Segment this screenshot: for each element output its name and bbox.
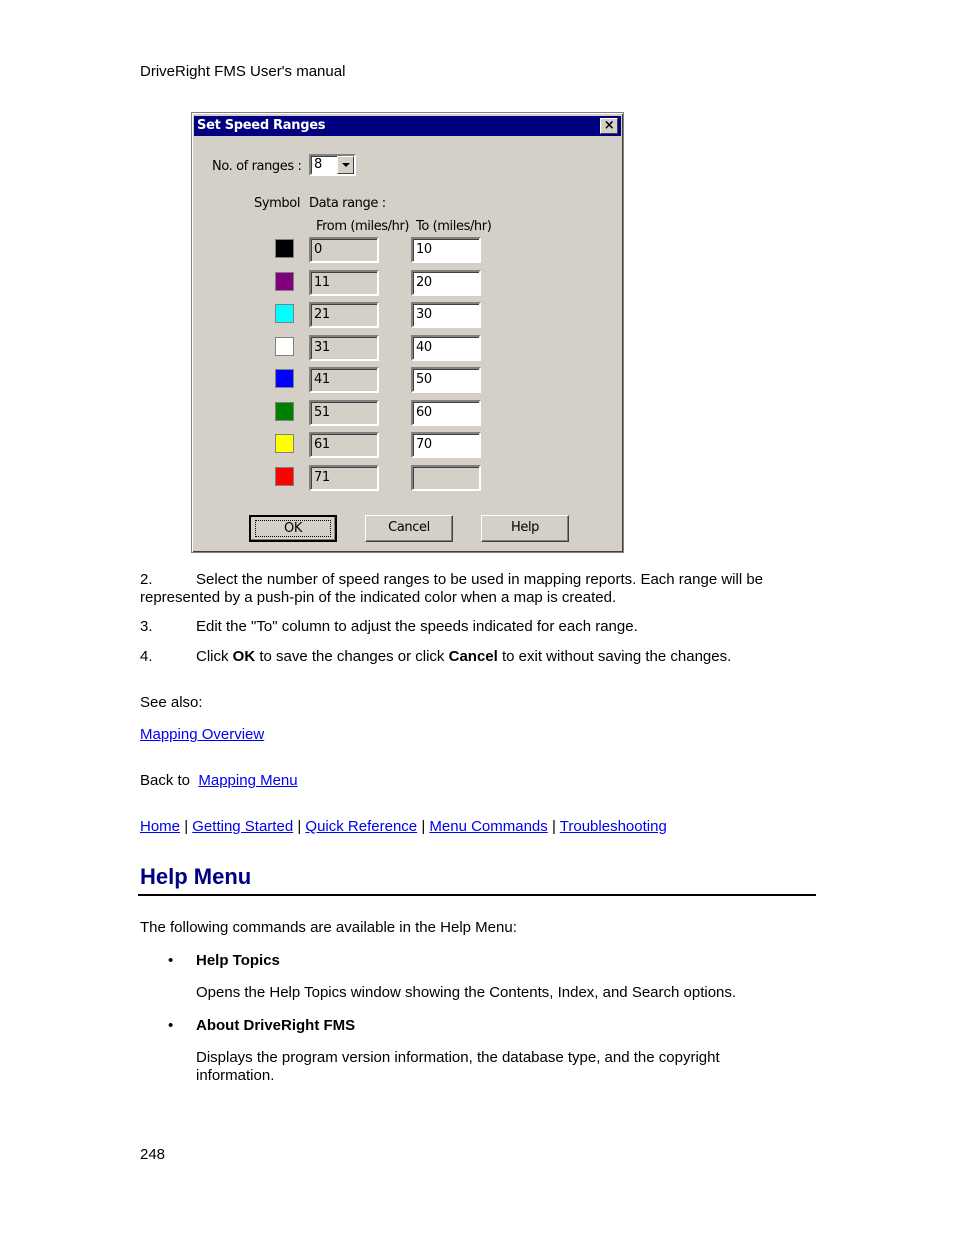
range-from-field: 11 bbox=[309, 270, 379, 296]
close-icon[interactable]: × bbox=[600, 118, 618, 134]
nav-links bbox=[140, 818, 820, 836]
range-from-field: 21 bbox=[309, 302, 379, 328]
bullet-icon: • bbox=[168, 952, 174, 969]
section-divider bbox=[138, 894, 816, 896]
nav-separator: | bbox=[297, 818, 302, 835]
cancel-button[interactable]: Cancel bbox=[365, 515, 453, 542]
range-color-swatch bbox=[275, 239, 294, 258]
range-from-field: 51 bbox=[309, 400, 379, 426]
nav-separator: | bbox=[184, 818, 189, 835]
dialog-titlebar bbox=[194, 116, 621, 136]
range-color-swatch bbox=[275, 304, 294, 323]
range-to-field[interactable]: 60 bbox=[411, 400, 481, 426]
quick-reference-link[interactable]: Quick Reference bbox=[305, 818, 418, 835]
to-column-label: To (miles/hr) bbox=[416, 219, 492, 234]
range-color-swatch bbox=[275, 369, 294, 388]
step-3 bbox=[140, 618, 820, 636]
range-to-field bbox=[411, 465, 481, 491]
bullet-icon: • bbox=[168, 1017, 174, 1034]
range-to-field[interactable]: 20 bbox=[411, 270, 481, 296]
range-to-field[interactable]: 10 bbox=[411, 237, 481, 263]
range-color-swatch bbox=[275, 402, 294, 421]
step-text: Edit the "To" column to adjust the speeds indicated for each range. bbox=[196, 618, 638, 635]
section-title: Help Menu bbox=[140, 864, 252, 889]
troubleshooting-link[interactable]: Troubleshooting bbox=[559, 818, 667, 835]
from-column-label: From (miles/hr) bbox=[316, 219, 410, 234]
help-topics-desc: Opens the Help Topics window showing the Contents, Index, and Search options. bbox=[196, 984, 737, 1001]
nav-separator: | bbox=[551, 818, 556, 835]
step-2 bbox=[140, 571, 820, 607]
symbol-label: Symbol bbox=[254, 196, 301, 211]
num-ranges-select[interactable] bbox=[309, 154, 356, 176]
menu-commands-link[interactable]: Menu Commands bbox=[429, 818, 548, 835]
range-from-field: 61 bbox=[309, 432, 379, 458]
chevron-down-icon[interactable] bbox=[337, 156, 354, 174]
data-range-label: Data range : bbox=[309, 196, 386, 211]
num-ranges-label: No. of ranges : bbox=[212, 159, 302, 174]
range-from-field: 71 bbox=[309, 465, 379, 491]
range-color-swatch bbox=[275, 272, 294, 291]
range-to-field[interactable]: 30 bbox=[411, 302, 481, 328]
range-from-field: 31 bbox=[309, 335, 379, 361]
range-to-field[interactable]: 40 bbox=[411, 335, 481, 361]
back-to-line bbox=[140, 772, 820, 790]
range-color-swatch bbox=[275, 467, 294, 486]
cancel-emphasis: Cancel bbox=[448, 648, 498, 665]
ok-button[interactable]: OK bbox=[249, 515, 337, 542]
num-ranges-value: 8 bbox=[314, 157, 322, 172]
see-also-label: See also: bbox=[140, 694, 203, 711]
page-number: 248 bbox=[140, 1146, 166, 1163]
range-color-swatch bbox=[275, 337, 294, 356]
back-to-label: Back to bbox=[140, 772, 191, 789]
range-to-field[interactable]: 70 bbox=[411, 432, 481, 458]
range-color-swatch bbox=[275, 434, 294, 453]
help-button[interactable]: Help bbox=[481, 515, 569, 542]
help-topics-title: Help Topics bbox=[196, 952, 280, 969]
about-desc: Displays the program version information, the database type, and the copyright information. bbox=[196, 1049, 720, 1084]
set-speed-ranges-dialog bbox=[191, 112, 624, 553]
step-number: 4. bbox=[140, 648, 153, 665]
range-from-field: 0 bbox=[309, 237, 379, 263]
range-to-field[interactable]: 50 bbox=[411, 367, 481, 393]
dialog-title: Set Speed Ranges bbox=[197, 118, 326, 133]
range-from-field: 41 bbox=[309, 367, 379, 393]
intro-text: The following commands are available in the Help Menu: bbox=[140, 919, 517, 936]
mapping-overview-link[interactable]: Mapping Overview bbox=[140, 726, 265, 743]
step-number: 2. bbox=[140, 571, 153, 588]
getting-started-link[interactable]: Getting Started bbox=[192, 818, 294, 835]
home-link[interactable]: Home bbox=[140, 818, 181, 835]
mapping-menu-link[interactable]: Mapping Menu bbox=[198, 772, 298, 789]
step-text: Select the number of speed ranges to be used in mapping reports. Each range will be represented by a push-pin of the indicated color when a map is created. bbox=[140, 571, 764, 606]
nav-separator: | bbox=[421, 818, 426, 835]
ok-emphasis: OK bbox=[232, 648, 256, 665]
step-number: 3. bbox=[140, 618, 153, 635]
step-4: 4. Click OK to save the changes or click Cancel to exit without saving the changes. bbox=[140, 648, 732, 665]
page-header: DriveRight FMS User's manual bbox=[140, 63, 346, 80]
about-title: About DriveRight FMS bbox=[196, 1017, 356, 1034]
